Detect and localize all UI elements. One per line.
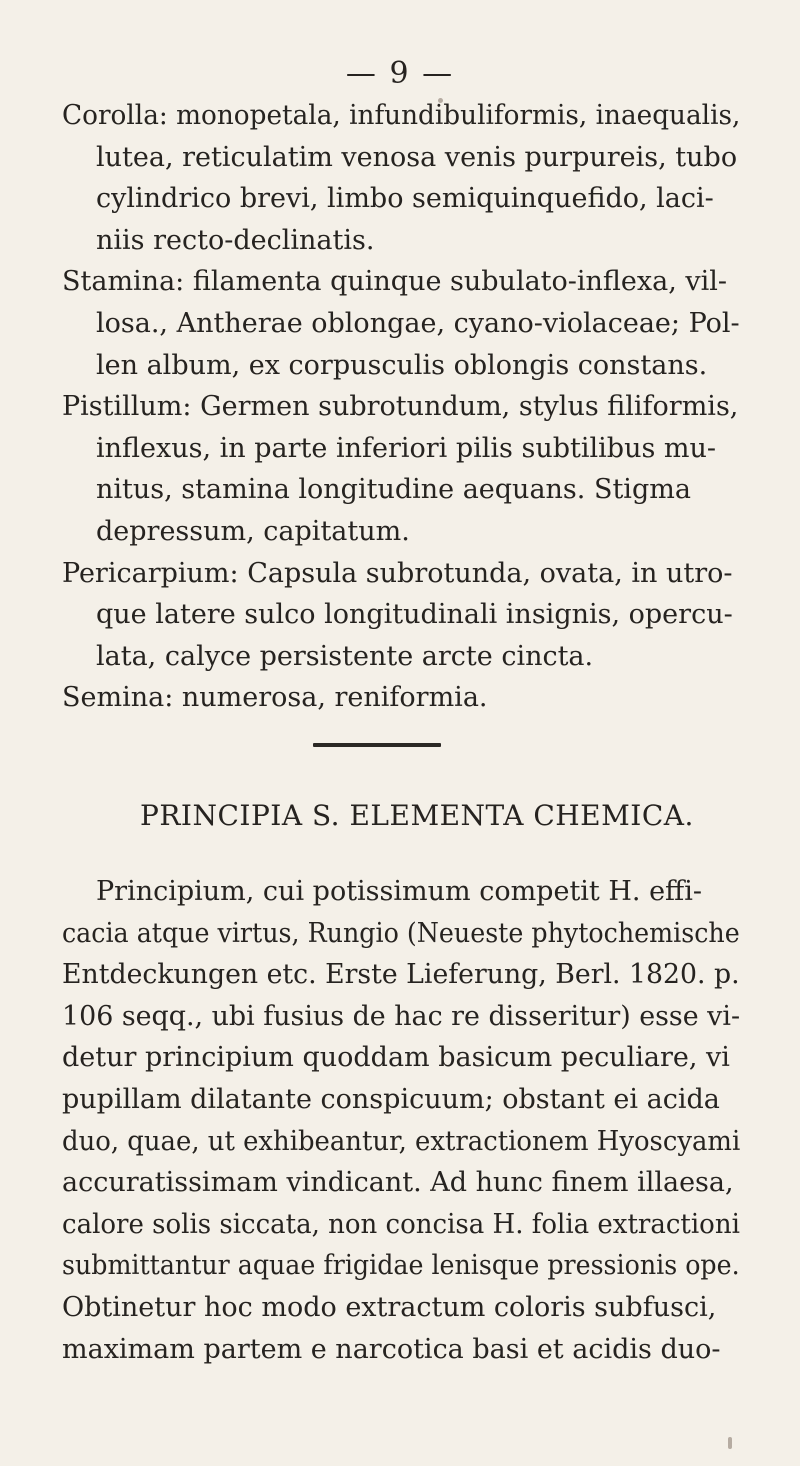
- text-line: lata, calyce persistente arcte cincta.: [96, 640, 594, 672]
- text-line: cacia atque virtus, Rungio (Neueste phytochemische: [62, 917, 740, 949]
- text-line: Stamina: filamenta quinque subulato-inflexa, vil-: [62, 266, 728, 298]
- text-line: detur principium quoddam basicum peculiare, vi: [62, 1042, 730, 1074]
- text-line: Pistillum: Germen subrotundum, stylus filiformis,: [62, 391, 739, 423]
- text-line: pupillam dilatante conspicuum; obstant ei acida: [62, 1084, 720, 1115]
- text-line: duo, quae, ut exhibeantur, extractionem Hyoscyami: [62, 1125, 741, 1157]
- text-line: len album, ex corpusculis oblongis constans.: [96, 349, 708, 381]
- text-line: maximam partem e narcotica basi et acidis duo-: [62, 1333, 721, 1365]
- text-line: depressum, capitatum.: [96, 516, 410, 547]
- text-line: Semina: numerosa, reniformia.: [62, 682, 488, 714]
- text-line: calore solis siccata, non concisa H. folia extractioni: [62, 1208, 740, 1240]
- page-number: — 9 —: [345, 56, 455, 91]
- text-line: Obtinetur hoc modo extractum coloris subfusci,: [62, 1292, 717, 1323]
- text-line: Pericarpium: Capsula subrotunda, ovata, in utro-: [62, 557, 733, 589]
- text-line: que latere sulco longitudinali insignis, opercu-: [96, 599, 733, 631]
- text-line: cylindrico brevi, limbo semiquinquefido, laci-: [96, 183, 714, 215]
- section-divider: [313, 743, 441, 747]
- text-line: Corolla: monopetala, infundibuliformis, inaequalis,: [62, 100, 741, 131]
- text-line: losa., Antherae oblongae, cyano-violaceae; Pol-: [96, 308, 740, 339]
- text-line: nitus, stamina longitudine aequans. Stigma: [96, 474, 691, 506]
- section-heading: PRINCIPIA S. ELEMENTA CHEMICA.: [140, 799, 694, 832]
- ink-speck: [728, 1437, 732, 1449]
- text-line: lutea, reticulatim venosa venis purpureis, tubo: [96, 141, 738, 173]
- text-line: 106 seqq., ubi fusius de hac re disseritur) esse vi-: [62, 1000, 741, 1032]
- text-line: niis recto-declinatis.: [96, 224, 375, 256]
- text-line: Entdeckungen etc. Erste Lieferung, Berl. 1820. p.: [62, 959, 740, 991]
- text-line: inflexus, in parte inferiori pilis subtilibus mu-: [96, 432, 717, 464]
- text-line: submittantur aquae frigidae lenisque pressionis ope.: [62, 1250, 740, 1282]
- text-line: Principium, cui potissimum competit H. effi-: [96, 876, 702, 907]
- text-line: accuratissimam vindicant. Ad hunc finem illaesa,: [62, 1167, 734, 1199]
